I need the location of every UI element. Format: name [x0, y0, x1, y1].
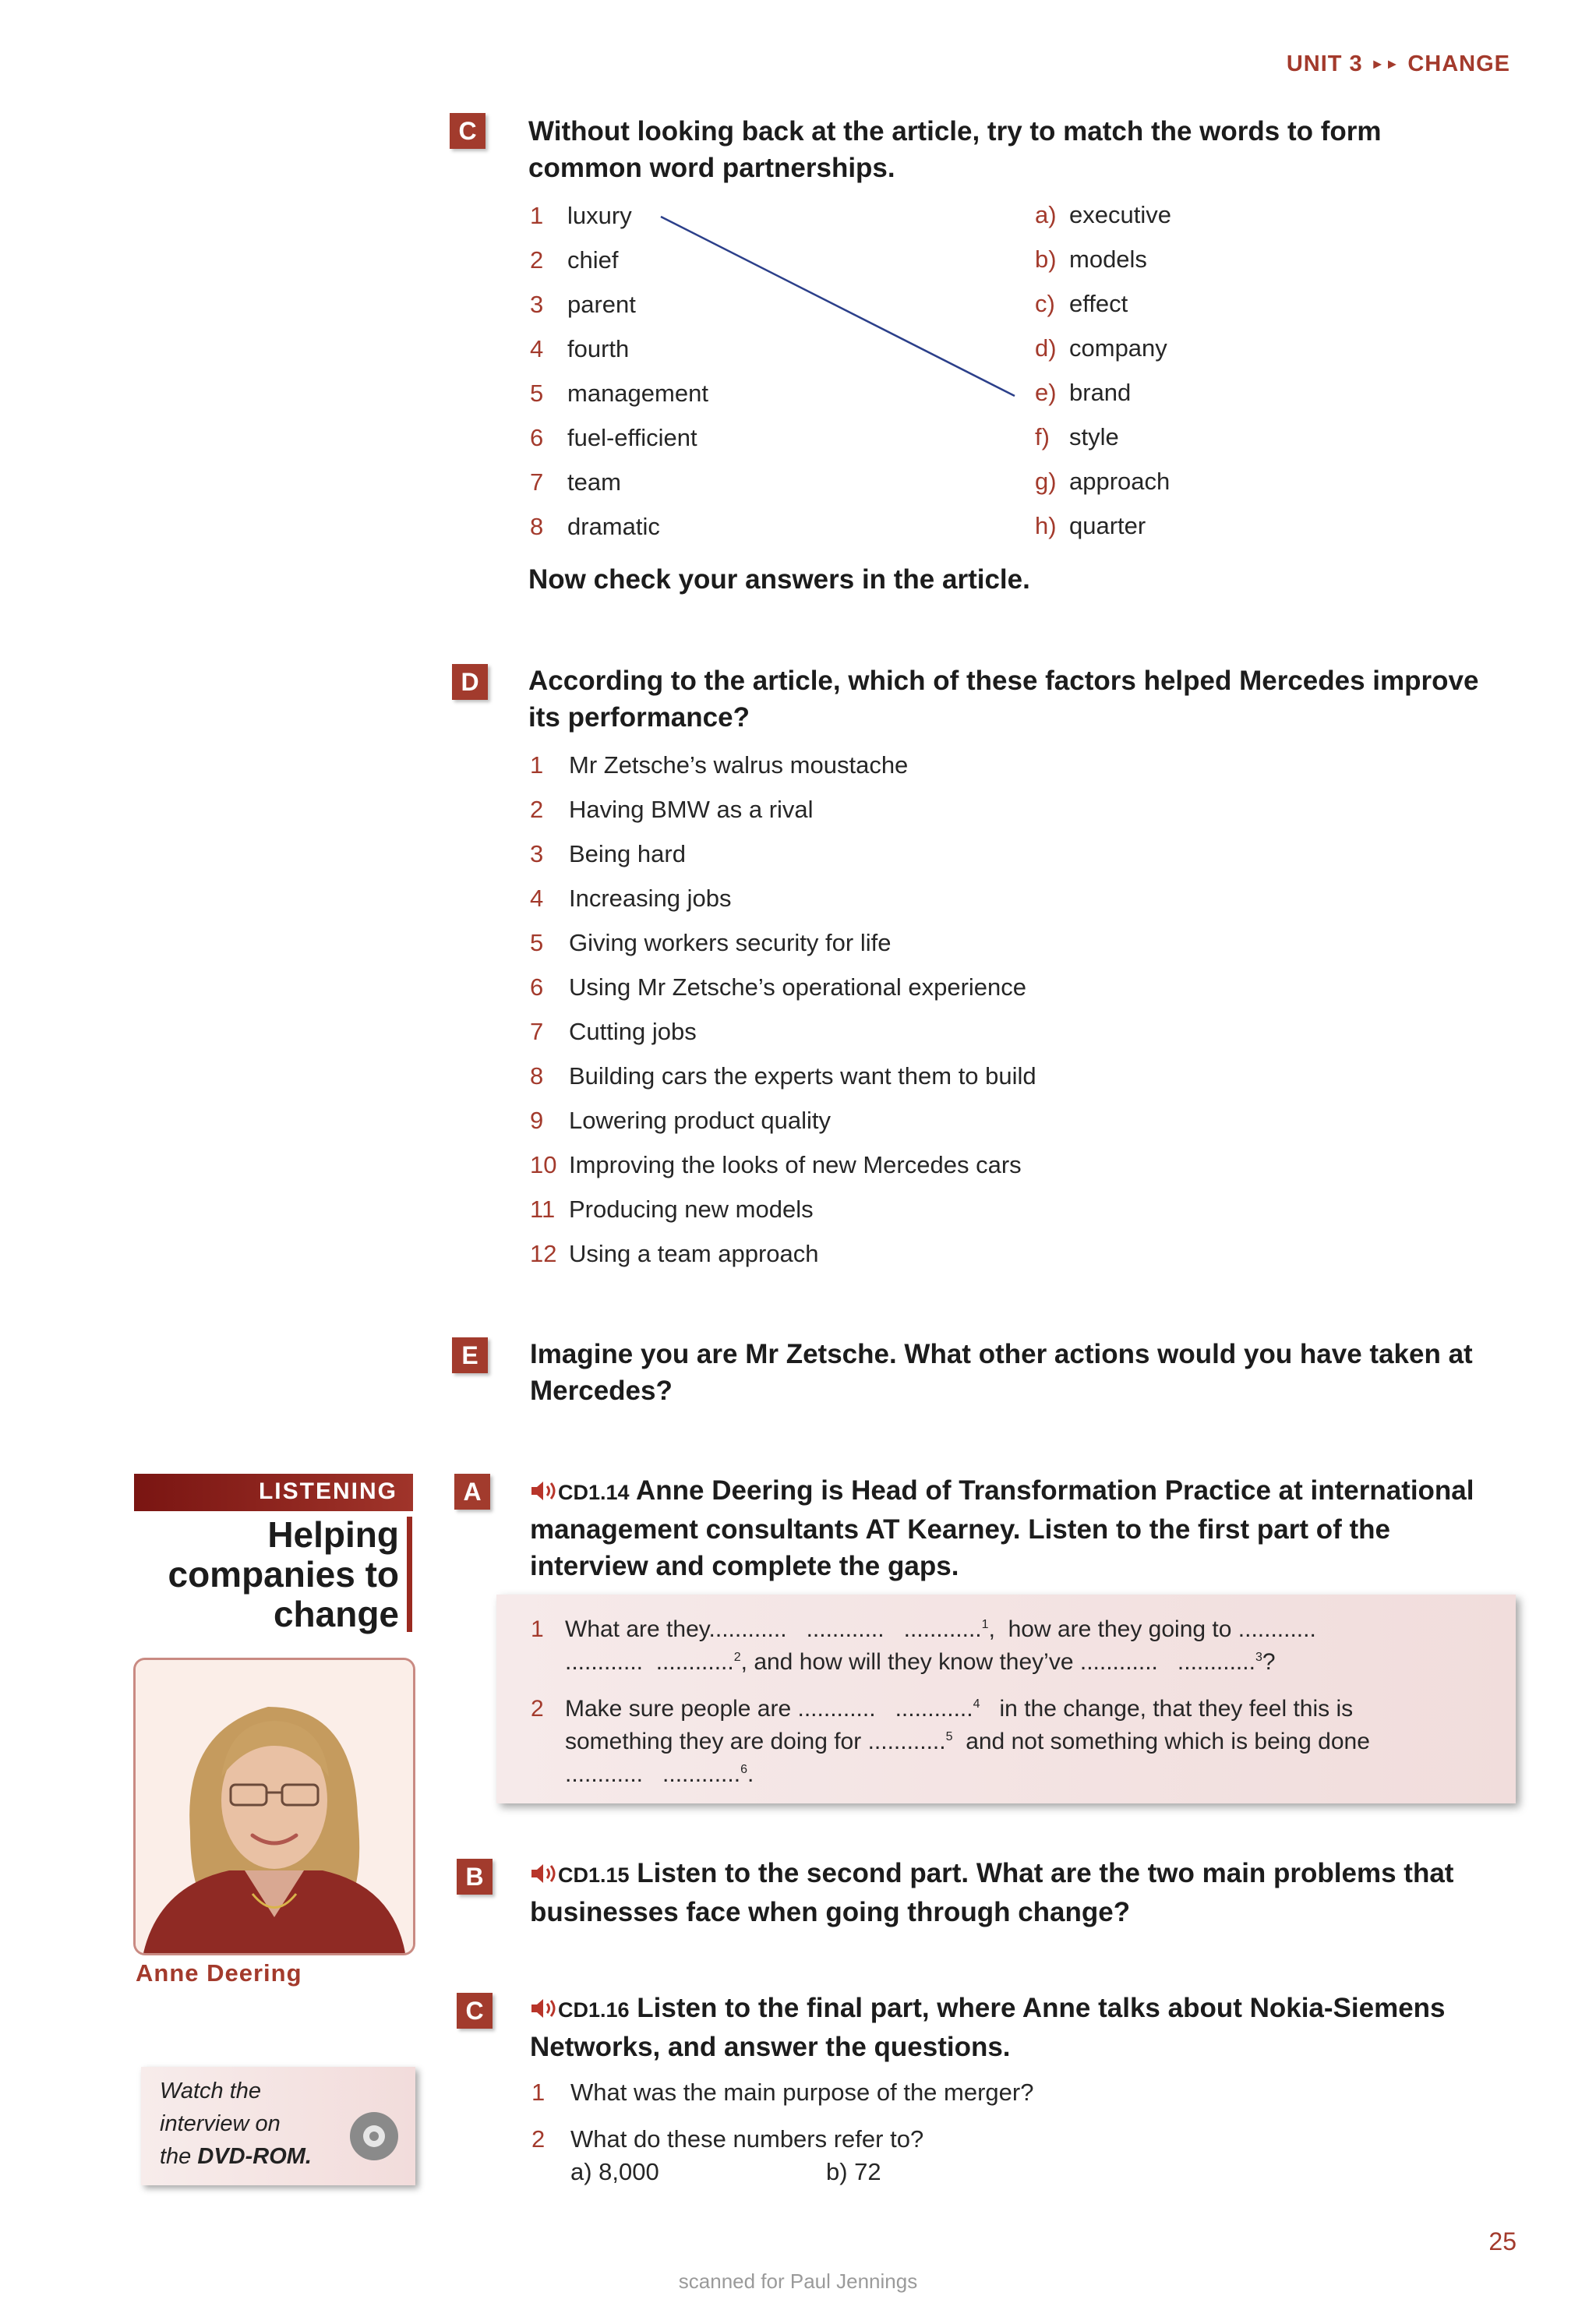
audio-speaker-icon	[530, 1997, 558, 2019]
page-number: 25	[1488, 2227, 1517, 2255]
gap-question-1-line-1: 1 What are they............ ............ ............$^1$, how are they going to ............	[531, 1616, 1316, 1642]
section-e-badge: E	[452, 1337, 488, 1373]
list-item: 6 fuel-efficient	[530, 424, 697, 451]
list-item: 11 Producing new models	[530, 1196, 814, 1223]
list-item: 4 Increasing jobs	[530, 885, 732, 912]
list-item: h) quarter	[1035, 512, 1146, 539]
gap-question-2-line-1: 2 Make sure people are ............ ............$^4$ in the change, that they feel this is	[531, 1696, 1354, 1722]
listen-a-instruction: CD1.14 Anne Deering is Head of Transformation Practice at international management consultants AT Kearney. Listen to the first part of the interview and complete the gaps.	[530, 1475, 1474, 1581]
gap-question-2-line-2: something they are doing for ............$^5$ and not something which is being done	[565, 1729, 1370, 1754]
question-2: 2 What do these numbers refer to?	[531, 2125, 924, 2153]
section-c-instruction: Without looking back at the article, try to match the words to form common word partnerships.	[528, 116, 1382, 183]
list-item: 10 Improving the looks of new Mercedes cars	[530, 1151, 1022, 1178]
list-item: 1 Mr Zetsche’s walrus moustache	[530, 751, 909, 779]
list-item: c) effect	[1035, 290, 1128, 317]
scan-footer: scanned for Paul Jennings	[678, 2269, 918, 2293]
list-item: g) approach	[1035, 468, 1171, 495]
example-connector-line	[661, 217, 1015, 396]
photo-caption: Anne Deering	[136, 1959, 302, 1987]
list-item: 1 luxury	[530, 202, 632, 229]
section-d-instruction: According to the article, which of these factors helped Mercedes improve its performance?	[528, 666, 1479, 733]
unit-label: UNIT 3	[1286, 51, 1363, 76]
list-item: 8 Building cars the experts want them to build	[530, 1062, 1036, 1090]
list-item: 2 chief	[530, 246, 619, 274]
gap-question-1-line-2: ............ ............$^2$, and how will they know they’ve ............ ............$^3$?	[565, 1649, 1276, 1675]
list-item: 3 Being hard	[530, 840, 686, 867]
person-illustration	[136, 1660, 413, 1953]
section-c-badge: C	[450, 113, 486, 149]
listen-c-badge: C	[457, 1993, 493, 2029]
list-item: 5 Giving workers security for life	[530, 929, 892, 956]
audio-speaker-icon	[530, 1863, 558, 1884]
track-number: CD1.14	[558, 1481, 630, 1504]
listen-a-badge: A	[454, 1474, 490, 1510]
listen-b-instruction: CD1.15 Listen to the second part. What are the two main problems that businesses face when going through change?	[530, 1858, 1454, 1927]
list-item: 8 dramatic	[530, 513, 660, 540]
disc-icon	[348, 2110, 400, 2162]
list-item: 6 Using Mr Zetsche’s operational experience	[530, 973, 1027, 1001]
list-item: 7 team	[530, 468, 621, 496]
section-e-instruction: Imagine you are Mr Zetsche. What other actions would you have taken at Mercedes?	[530, 1339, 1473, 1406]
dvd-note[interactable]	[141, 2067, 415, 2185]
list-item: e) brand	[1035, 379, 1132, 406]
list-item: 12 Using a team approach	[530, 1240, 819, 1267]
listen-b-badge: B	[457, 1859, 493, 1895]
list-item: 4 fourth	[530, 335, 630, 362]
match-line	[655, 210, 1029, 405]
listening-title: Helping companies to change	[168, 1514, 399, 1634]
list-item: 2 Having BMW as a rival	[530, 796, 814, 823]
question-2-option-a: a) 8,000	[570, 2158, 659, 2185]
arrow-icon: ►►	[1370, 56, 1400, 72]
listening-label: LISTENING	[258, 1478, 397, 1504]
list-item: 7 Cutting jobs	[530, 1018, 697, 1045]
list-item: 3 parent	[530, 291, 636, 318]
track-number: CD1.15	[558, 1863, 630, 1887]
title-rule	[407, 1517, 412, 1632]
gap-question-2-line-3: ............ ............$^6$.	[565, 1761, 754, 1787]
unit-header	[1287, 51, 1510, 77]
audio-speaker-icon	[530, 1480, 558, 1502]
list-item: 9 Lowering product quality	[530, 1107, 832, 1134]
unit-topic: CHANGE	[1407, 51, 1510, 76]
question-1: 1 What was the main purpose of the merger?	[531, 2079, 1034, 2106]
listening-bar	[134, 1474, 413, 1511]
section-d-badge: D	[452, 664, 488, 700]
list-item: f) style	[1035, 423, 1119, 450]
gap-fill-box	[496, 1595, 1516, 1803]
dvd-note-text: Watch the interview on the DVD-ROM.	[160, 2079, 312, 2169]
question-2-option-b: b) 72	[826, 2158, 881, 2185]
list-item: b) models	[1035, 245, 1147, 273]
track-number: CD1.16	[558, 1998, 630, 2022]
list-item: a) executive	[1035, 201, 1171, 228]
section-c-footer: Now check your answers in the article.	[528, 564, 1030, 595]
listen-c-instruction: CD1.16 Listen to the final part, where Anne talks about Nokia-Siemens Networks, and answer the questions.	[530, 1993, 1446, 2062]
list-item: 5 management	[530, 380, 708, 407]
list-item: d) company	[1035, 334, 1167, 362]
portrait-photo	[136, 1660, 413, 1953]
